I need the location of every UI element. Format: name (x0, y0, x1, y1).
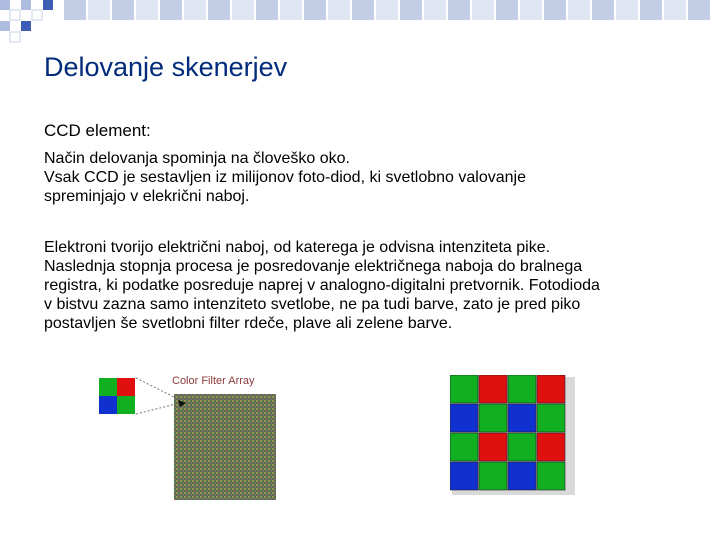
deco-strip-square (520, 0, 542, 20)
filter-cell-green (117, 396, 135, 414)
deco-strip-square (280, 0, 302, 20)
text-line: v bistvu zazna samo intenziteto svetlobe, ne pa tudi barve, zato je pred piko (44, 296, 581, 313)
bayer-cell-red (537, 375, 565, 403)
filter-cell-red (117, 378, 135, 396)
deco-strip-square (568, 0, 590, 20)
text-line: Način delovanja spominja na človeško oko. (44, 150, 350, 167)
deco-strip-square (376, 0, 398, 20)
deco-strip-square (496, 0, 518, 20)
text-line: postavljen še svetlobni filter rdeče, plave ali zelene barve. (44, 315, 453, 332)
section-heading: CCD element: (44, 121, 151, 140)
deco-strip-square (64, 0, 86, 20)
deco-strip-square (304, 0, 326, 20)
bayer-filter-grid (450, 375, 575, 495)
deco-strip-square (232, 0, 254, 20)
deco-strip-square (160, 0, 182, 20)
accent-square (43, 0, 53, 10)
bayer-cell-green (479, 404, 507, 432)
deco-strip-square (592, 0, 614, 20)
accent-square-outline (10, 32, 20, 42)
text-line: Vsak CCD je sestavljen iz milijonov foto-diod, ki svetlobno valovanje (44, 169, 526, 186)
deco-strip-square (352, 0, 374, 20)
deco-strip-square (424, 0, 446, 20)
bayer-cell-green (450, 433, 478, 461)
text-line: Elektroni tvorijo električni naboj, od katerega je odvisna intenziteta pike. (44, 239, 551, 256)
accent-square-outline (32, 10, 42, 20)
bayer-cell-red (479, 433, 507, 461)
decorative-header-squares (0, 0, 720, 60)
deco-strip-square (400, 0, 422, 20)
deco-strip-square (328, 0, 350, 20)
paragraph-ccd-process (44, 238, 684, 333)
bayer-cell-blue (450, 404, 478, 432)
bayer-cell-red (479, 375, 507, 403)
deco-strip-square (184, 0, 206, 20)
bayer-cell-green (537, 462, 565, 490)
accent-square-light (21, 0, 31, 10)
bayer-cell-green (479, 462, 507, 490)
accent-square-light (0, 21, 10, 31)
deco-strip-square (208, 0, 230, 20)
bayer-cell-red (537, 433, 565, 461)
text-line: registra, ki podatke posreduje naprej v analogno-digitalni pretvornik. Fotodioda (44, 277, 600, 294)
deco-strip-square (640, 0, 662, 20)
color-filter-array-illustration (96, 372, 296, 500)
accent-square (21, 21, 31, 31)
deco-strip-square (112, 0, 134, 20)
filter-cell-green (99, 378, 117, 396)
paragraph-ccd-intro (44, 149, 684, 206)
deco-strip-square (448, 0, 470, 20)
deco-strip-square (136, 0, 158, 20)
deco-strip-square (544, 0, 566, 20)
deco-strip-square (664, 0, 686, 20)
accent-square-outline (10, 10, 20, 20)
deco-strip-square (256, 0, 278, 20)
deco-strip-square (688, 0, 710, 20)
sensor-mosaic (174, 394, 276, 500)
deco-strip-square (88, 0, 110, 20)
text-line: spreminjajo v elekrični naboj. (44, 188, 250, 205)
deco-strip-square (472, 0, 494, 20)
bayer-cell-blue (450, 462, 478, 490)
bayer-cell-blue (508, 462, 536, 490)
bayer-cell-green (508, 433, 536, 461)
bayer-cell-green (508, 375, 536, 403)
text-line: Naslednja stopnja procesa je posredovanje električnega naboja do bralnega (44, 258, 583, 275)
bayer-cell-green (450, 375, 478, 403)
bayer-cell-green (537, 404, 565, 432)
accent-square-light (0, 0, 10, 10)
deco-strip-square (616, 0, 638, 20)
filter-cell-blue (99, 396, 117, 414)
bayer-cell-blue (508, 404, 536, 432)
cfa-label: Color Filter Array (172, 375, 255, 387)
slide-title: Delovanje skenerjev (44, 52, 288, 82)
